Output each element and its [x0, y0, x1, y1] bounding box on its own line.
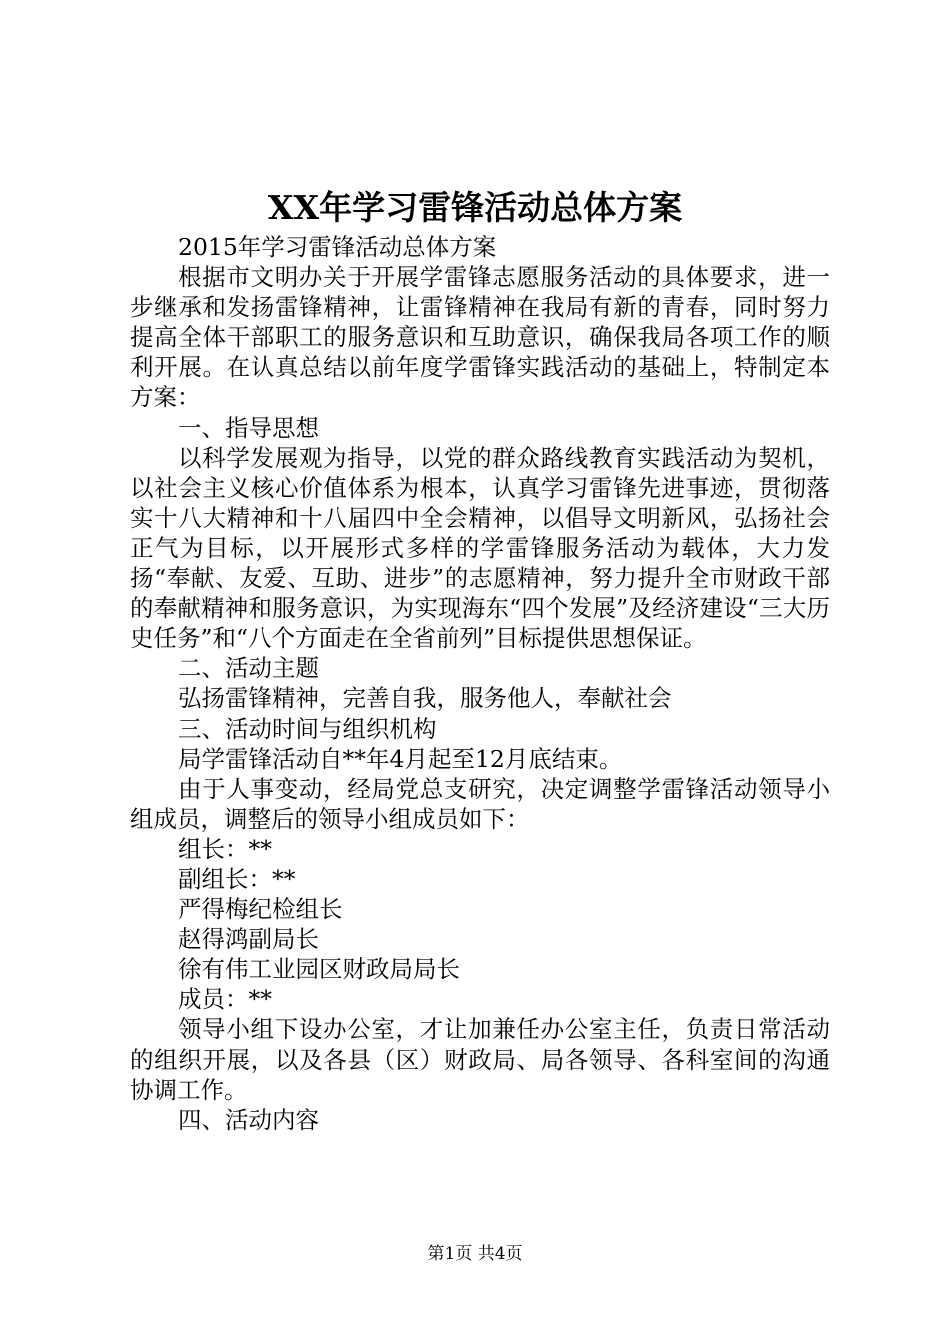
member-line-zhao: 赵得鸿副局长 [178, 925, 319, 954]
guiding-ideology-paragraph: 以科学发展观为指导，以党的群众路线教育实践活动为契机，以社会主义核心价值体系为根本，认真学习雷锋先进事迹，贯彻落实十八大精神和十八届四中全会精神，以倡导文明新风，弘扬社会正气为目标，以开展形式多样的学雷锋服务活动为载体，大力发扬“奉献、友爱、互助、进步”的志愿精神，努力提升全市财政干部的奉献精神和服务意识，为实现海东“四个发展”及经济建设“三大历史任务”和“八个方面走在全省前列”目标提供思想保证。 [130, 443, 830, 653]
subtitle-paragraph: 2015年学习雷锋活动总体方案 [178, 233, 497, 261]
section-heading-activity-content: 四、活动内容 [178, 1105, 319, 1134]
document-body [130, 232, 830, 1135]
group-leader-line: 组长：** [178, 834, 272, 863]
members-line: 成员：** [178, 985, 272, 1014]
section-heading-activity-theme: 二、活动主题 [178, 654, 319, 683]
member-line-yan: 严得梅纪检组长 [178, 895, 343, 924]
activity-theme-paragraph: 弘扬雷锋精神，完善自我，服务他人，奉献社会 [178, 684, 672, 713]
office-paragraph: 领导小组下设办公室，才让加兼任办公室主任，负责日常活动的组织开展，以及各县（区）财政局、局各领导、各科室间的沟通协调工作。 [130, 1015, 830, 1104]
deputy-leader-line: 副组长：** [178, 864, 296, 893]
section-heading-guiding-ideology: 一、指导思想 [178, 413, 319, 442]
leadership-adjust-paragraph: 由于人事变动，经局党总支研究，决定调整学雷锋活动领导小组成员，调整后的领导小组成员如下： [130, 774, 830, 833]
page-number-footer: 第1页 共4页 [427, 1244, 523, 1264]
document-title: XX年学习雷锋活动总体方案 [267, 188, 683, 227]
member-line-xu: 徐有伟工业园区财政局局长 [178, 955, 460, 984]
intro-paragraph: 根据市文明办关于开展学雷锋志愿服务活动的具体要求，进一步继承和发扬雷锋精神，让雷锋精神在我局有新的青春，同时努力提高全体干部职工的服务意识和互助意识，确保我局各项工作的顺利开展。在认真总结以前年度学雷锋实践活动的基础上，特制定本方案： [130, 263, 830, 412]
section-heading-time-organization: 三、活动时间与组织机构 [178, 714, 437, 743]
activity-time-paragraph: 局学雷锋活动自**年4月起至12月底结束。 [178, 744, 623, 773]
